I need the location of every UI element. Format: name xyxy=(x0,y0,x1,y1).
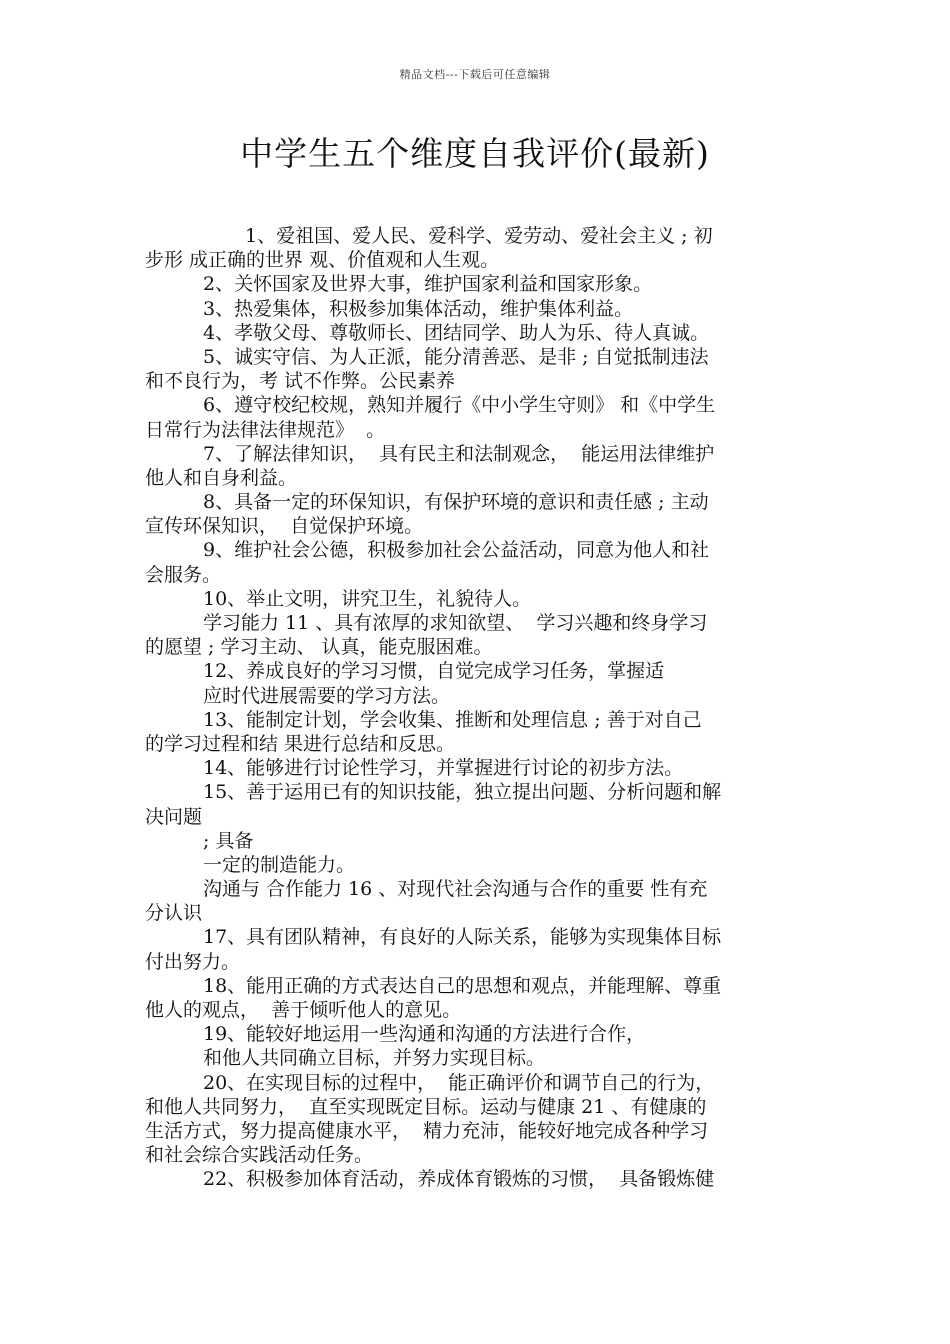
body-line: 6、遵守校纪校规，熟知并履行《中小学生守则》 和《中学生 xyxy=(203,394,716,417)
body-line: 决问题 xyxy=(145,805,203,828)
body-line: 学习能力 11 、具有浓厚的求知欲望、 学习兴趣和终身学习 xyxy=(203,612,708,634)
body-line: 12、养成良好的学习习惯，自觉完成学习任务，掌握适 xyxy=(203,660,665,683)
body-line: 付出努力。 xyxy=(145,950,241,973)
body-line: 5、诚实守信、为人正派，能分清善恶、是非 ; 自觉抵制违法 xyxy=(203,345,709,368)
body-line: 会服务。 xyxy=(145,563,222,586)
body-line: 宣传环保知识， 自觉保护环境。 xyxy=(145,515,424,538)
body-line: 22、积极参加体育活动，养成体育锻炼的习惯， 具备锻炼健 xyxy=(203,1168,715,1191)
body-line: 的愿望 ; 学习主动、 认真，能克服困难。 xyxy=(145,636,493,659)
body-line: 3、热爱集体，积极参加集体活动，维护集体利益。 xyxy=(203,297,634,320)
body-line: 19、能较好地运用一些沟通和沟通的方法进行合作， xyxy=(203,1023,646,1046)
body-line: 和他人共同确立目标，并努力实现目标。 xyxy=(203,1047,546,1070)
body-line: 和他人共同努力， 直至实现既定目标。运动与健康 21 、有健康的 xyxy=(145,1095,707,1118)
body-line: 分认识 xyxy=(145,902,203,925)
body-line: 8、具备一定的环保知识，有保护环境的意识和责任感 ; 主动 xyxy=(203,491,709,514)
body-line: 4、孝敬父母、尊敬师长、团结同学、助人为乐、待人真诚。 xyxy=(203,321,710,344)
body-line: 一定的制造能力。 xyxy=(203,853,356,876)
body-line: 日常行为法律法律规范》 。 xyxy=(145,418,386,441)
body-line: 14、能够进行讨论性学习，并掌握进行讨论的初步方法。 xyxy=(203,757,684,780)
body-line: 生活方式，努力提高健康水平， 精力充沛，能较好地完成各种学习 xyxy=(145,1119,709,1142)
body-line: 17、具有团队精神，有良好的人际关系，能够为实现集体目标 xyxy=(203,926,722,949)
body-line: 他人和自身利益。 xyxy=(145,466,298,489)
body-line: 13、能制定计划，学会收集、推断和处理信息 ; 善于对自己 xyxy=(203,708,702,731)
body-line: 9、维护社会公德，积极参加社会公益活动，同意为他人和社 xyxy=(203,539,710,562)
body-line: 应时代进展需要的学习方法。 xyxy=(203,684,451,707)
header-note: 精品文档---下载后可任意编辑 xyxy=(399,68,551,81)
body-line: ; 具备 xyxy=(203,829,254,852)
body-line: 7、了解法律知识， 具有民主和法制观念， 能运用法律维护 xyxy=(203,442,715,465)
body-line: 他人的观点， 善于倾听他人的意见。 xyxy=(145,999,462,1021)
body-line: 和社会综合实践活动任务。 xyxy=(145,1144,374,1167)
body-line: 和不良行为，考 试不作弊。公民素养 xyxy=(145,370,456,393)
document-title: 中学生五个维度自我评价(最新) xyxy=(240,134,710,173)
body-line: 20、在实现目标的过程中， 能正确评价和调节自己的行为， xyxy=(203,1071,715,1094)
body-line: 沟通与 合作能力 16 、对现代社会沟通与合作的重要 性有充 xyxy=(203,878,708,901)
body-line: 18、能用正确的方式表达自己的思想和观点，并能理解、尊重 xyxy=(203,974,722,997)
body-line: 15、善于运用已有的知识技能，独立提出问题、分析问题和解 xyxy=(203,781,722,804)
body-line: 10、举止文明，讲究卫生，礼貌待人。 xyxy=(203,587,532,610)
body-line: 的学习过程和结 果进行总结和反思。 xyxy=(145,732,456,755)
body-line: 1、爱祖国、爱人民、爱科学、爱劳动、爱社会主义 ; 初 xyxy=(245,225,713,247)
body-line: 步形 成正确的世界 观、价值观和人生观。 xyxy=(145,249,500,272)
document-body xyxy=(145,224,807,1192)
body-line: 2、关怀国家及世界大事，维护国家利益和国家形象。 xyxy=(203,273,653,296)
